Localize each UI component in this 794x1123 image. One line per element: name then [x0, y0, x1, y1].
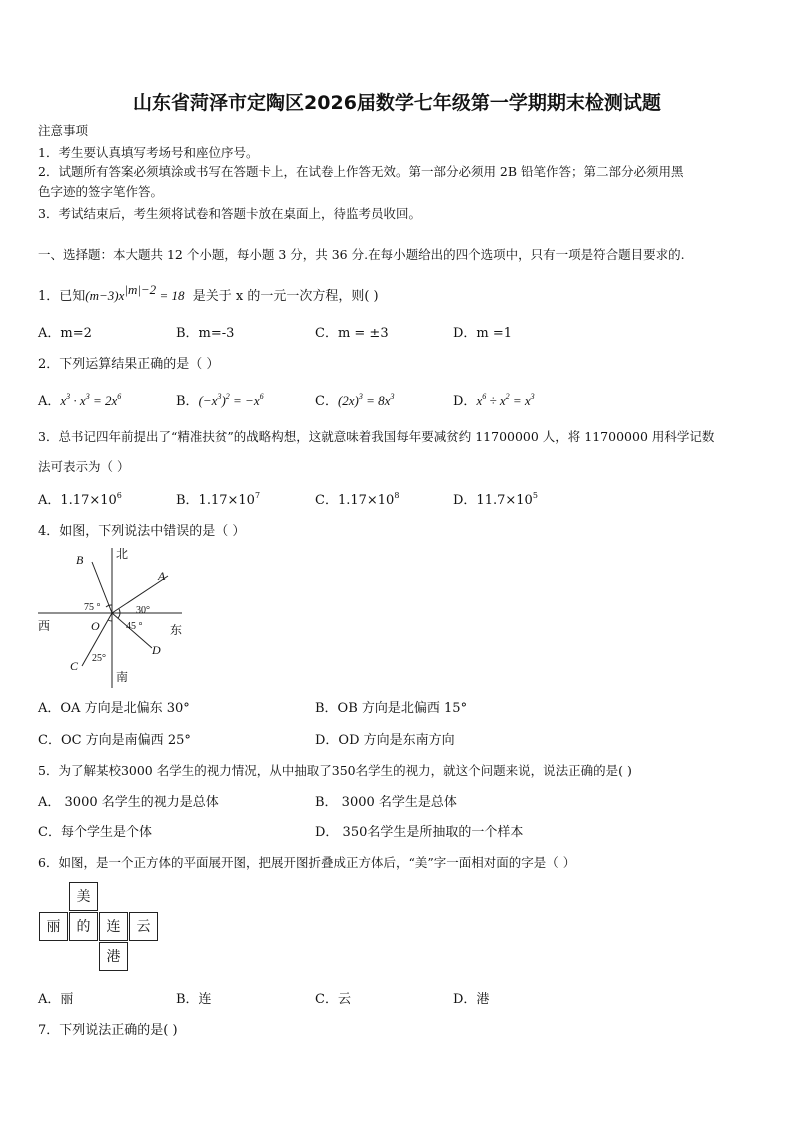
label-b: B [76, 553, 84, 567]
angle-75: 75 ° [84, 602, 101, 613]
question-3-line-2: 法可表示为（ ） [38, 459, 130, 474]
label-north: 北 [116, 547, 129, 561]
notice-item-3: 3．考试结束后，考生须将试卷和答题卡放在桌面上，待监考员收回。 [38, 206, 421, 221]
q1-option-d: D．m =1 [453, 326, 513, 341]
q3-option-d: D．$11.7\times 10^5$ [453, 491, 538, 508]
section-heading: 一、选择题：本大题共 12 个小题，每小题 3 分，共 36 分.在每小题给出的四个选项中，只有一项是符合题目要求的. [38, 247, 685, 262]
net-cell-top: 美 [69, 882, 98, 911]
q3-option-b: B．$1.17\times 10^7$ [176, 491, 261, 508]
question-2-stem: 2．下列运算结果正确的是（ ） [38, 357, 220, 372]
q1-expr-b: = 18 [156, 288, 185, 303]
notice-item-2-cont: 色字迹的签字笔作答。 [38, 184, 164, 199]
q6-option-d: D．港 [453, 992, 490, 1007]
q2-option-d: D．$x^6 \div x^2 = x^3$ [453, 392, 535, 409]
q6-option-b: B．连 [176, 992, 212, 1007]
question-5-stem: 5．为了解某校3000 名学生的视力情况，从中抽取了350名学生的视力，就这个问题来说，说法正确的是( ) [38, 763, 632, 778]
q1-option-c: C．m = ±3 [315, 326, 389, 341]
label-a: A [158, 569, 166, 583]
question-6-stem: 6．如图，是一个正方体的平面展开图，把展开图折叠成正方体后，“美”字一面相对面的字是（ ） [38, 855, 576, 870]
angle-45: 45 ° [126, 621, 143, 632]
notice-heading: 注意事项 [38, 123, 89, 138]
q6-option-a: A．丽 [38, 992, 74, 1007]
notice-item-2: 2．试题所有答案必须填涂或书写在答题卡上，在试卷上作答无效。第一部分必须用 2B 铅笔作答；第二部分必须用黑 [38, 164, 684, 179]
q5-option-a: A． 3000 名学生的视力是总体 [38, 795, 219, 810]
q3-option-a: A．$1.17\times 10^6$ [38, 491, 122, 508]
q4-option-c: C．OC 方向是南偏西 25° [38, 733, 191, 748]
label-west: 西 [38, 619, 51, 633]
q4-option-a: A．OA 方向是北偏东 30° [38, 701, 190, 716]
net-cell-1: 丽 [39, 912, 68, 941]
q1-option-b: B．m=-3 [176, 326, 235, 341]
question-4-stem: 4．如图，下列说法中错误的是（ ） [38, 524, 246, 539]
compass-figure [30, 540, 200, 690]
label-d: D [152, 643, 161, 657]
q5-option-c: C．每个学生是个体 [38, 825, 152, 840]
q1-exponent: |m|−2 [124, 282, 157, 297]
net-cell-3: 连 [99, 912, 128, 941]
q2-option-b: B．$(-x^3)^2 = -x^6$ [176, 392, 264, 409]
label-east: 东 [170, 623, 183, 637]
question-1-stem [38, 282, 379, 304]
q1-expr-a: (m−3)x [85, 288, 125, 303]
label-c: C [70, 659, 79, 673]
q3-option-c: C．$1.17\times 10^8$ [315, 491, 400, 508]
label-o: O [91, 619, 100, 633]
q1-suffix: 是关于 x 的一元一次方程，则( ) [192, 289, 379, 304]
net-cell-bottom: 港 [99, 942, 128, 971]
question-3-line-1: 3．总书记四年前提出了“精准扶贫”的战略构想，这就意味着我国每年要减贫约 11700000 人，将 11700000 用科学记数 [38, 429, 715, 444]
q5-option-d: D． 350名学生是所抽取的一个样本 [315, 825, 524, 840]
q6-option-c: C．云 [315, 992, 351, 1007]
q2-option-a: A．$x^3 \cdot x^3 = 2x^6$ [38, 392, 122, 409]
notice-item-1: 1．考生要认真填写考场号和座位序号。 [38, 145, 259, 160]
page-title: 山东省菏泽市定陶区2026届数学七年级第一学期期末检测试题 [133, 92, 661, 114]
angle-25: 25° [92, 653, 106, 664]
q1-prefix: 1．已知 [38, 289, 86, 304]
question-7-stem: 7．下列说法正确的是( ) [38, 1023, 178, 1038]
label-south: 南 [116, 670, 129, 684]
q1-option-a: A．m=2 [38, 326, 92, 341]
q5-option-b: B． 3000 名学生是总体 [315, 795, 457, 810]
angle-30: 30° [136, 605, 150, 616]
net-cell-4: 云 [129, 912, 158, 941]
q4-option-d: D．OD 方向是东南方向 [315, 733, 455, 748]
q4-option-b: B．OB 方向是北偏西 15° [315, 701, 468, 716]
net-cell-2: 的 [69, 912, 98, 941]
q2-option-c: C．$(2x)^3 = 8x^3$ [315, 392, 395, 409]
